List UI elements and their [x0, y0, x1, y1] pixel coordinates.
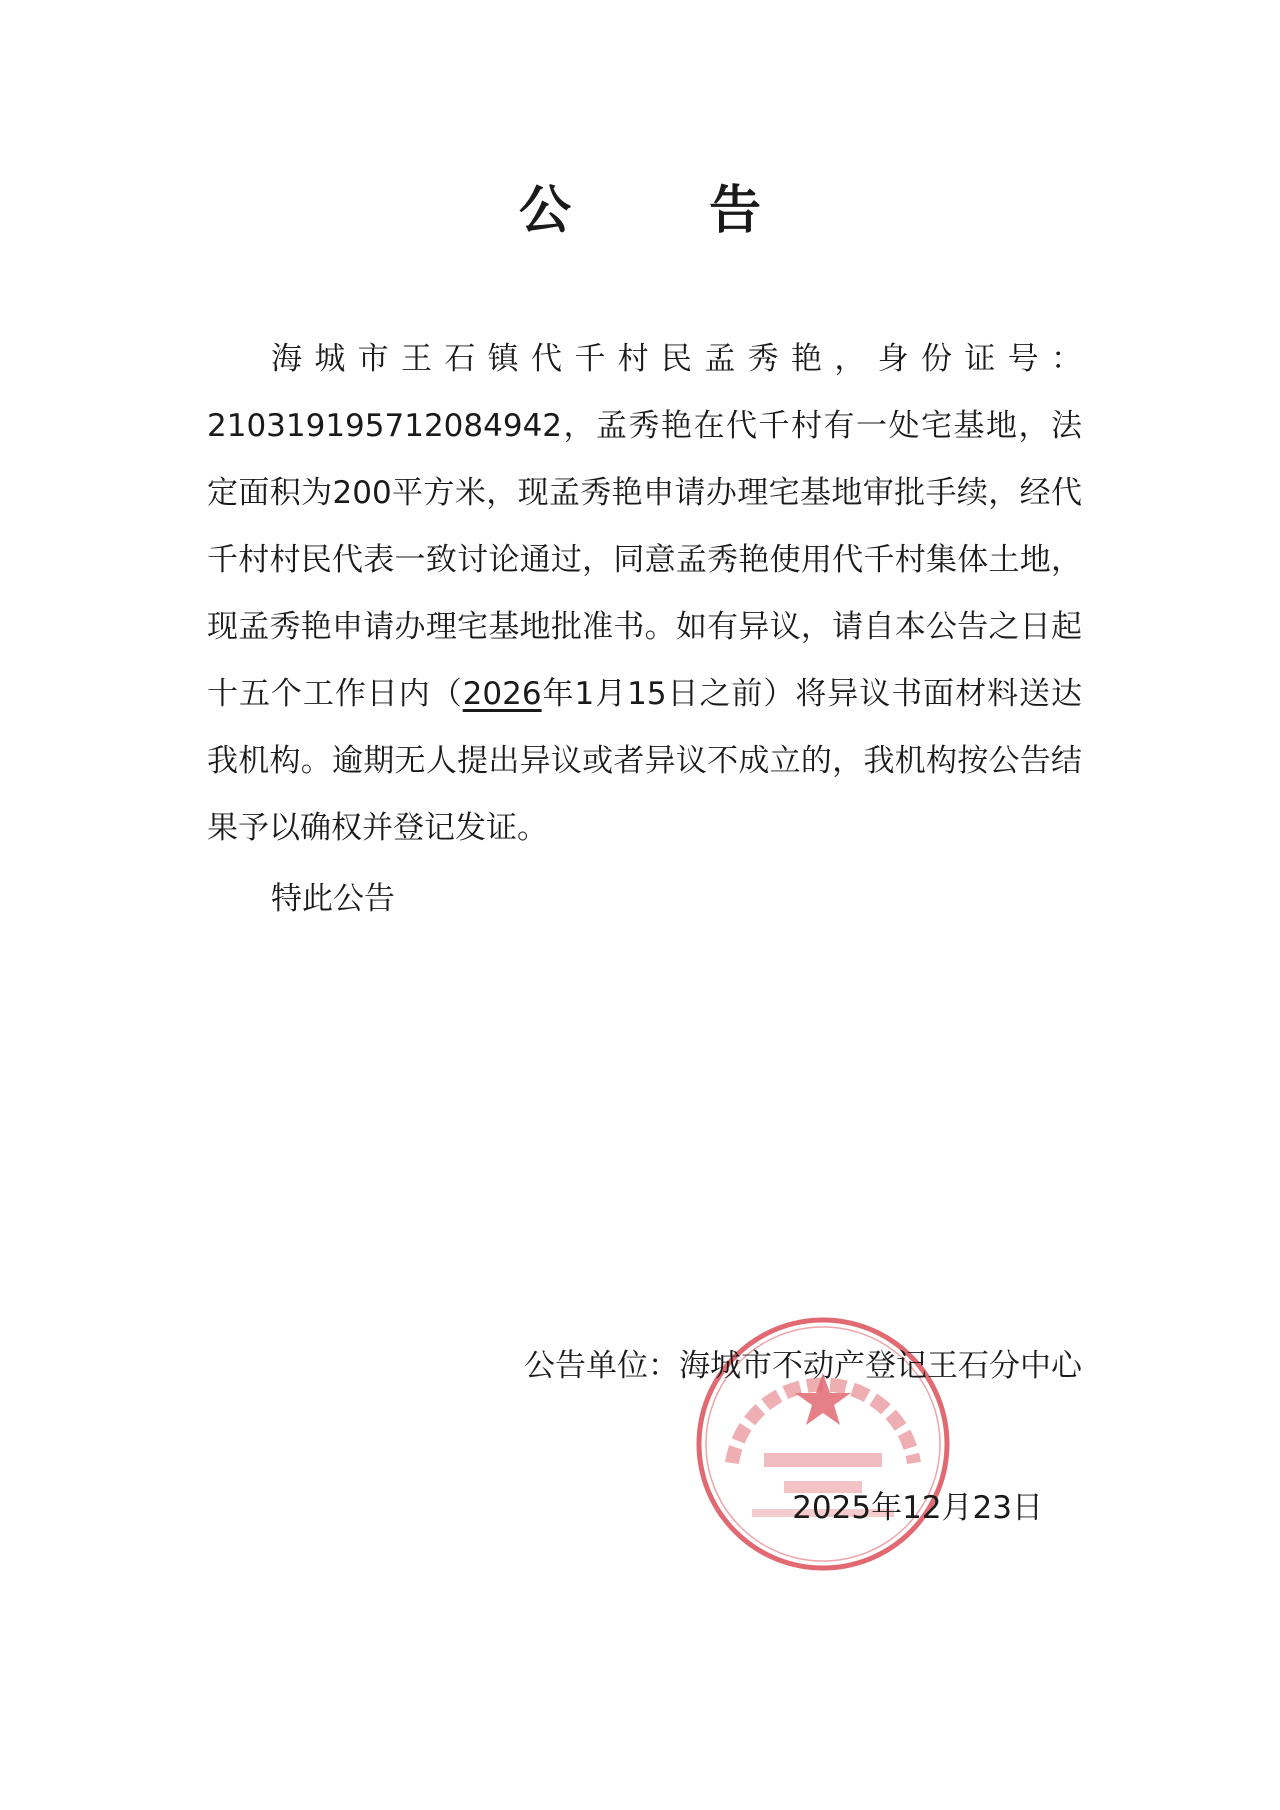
page-title: 公 告 — [518, 180, 822, 241]
notice-body-part2: 年1月15日之前）将异议书面材料送达我机构。逾期无人提出异议或者异议不成立的，我机构按公告结果予以确权并登记发证。 — [207, 676, 1082, 846]
issuer-line: 公告单位：海城市不动产登记王石分中心 — [524, 1348, 1082, 1384]
closing-line: 特此公告 — [271, 881, 395, 917]
deadline-year: 2026 — [462, 676, 542, 712]
notice-body-part1: 海城市王石镇代千村民孟秀艳，身份证号：210319195712084942，孟秀艳在代千村有一处宅基地，法定面积为200平方米，现孟秀艳申请办理宅基地审批手续，经代千村村民代表一致讨论通过，同意孟秀艳使用代千村集体土地，现孟秀艳申请办理宅基地批准书。如有异议，请自本公告之日起十五个工作日内（ — [207, 341, 1082, 712]
notice-body — [207, 326, 1082, 862]
issue-date: 2025年12月23日 — [792, 1490, 1043, 1526]
